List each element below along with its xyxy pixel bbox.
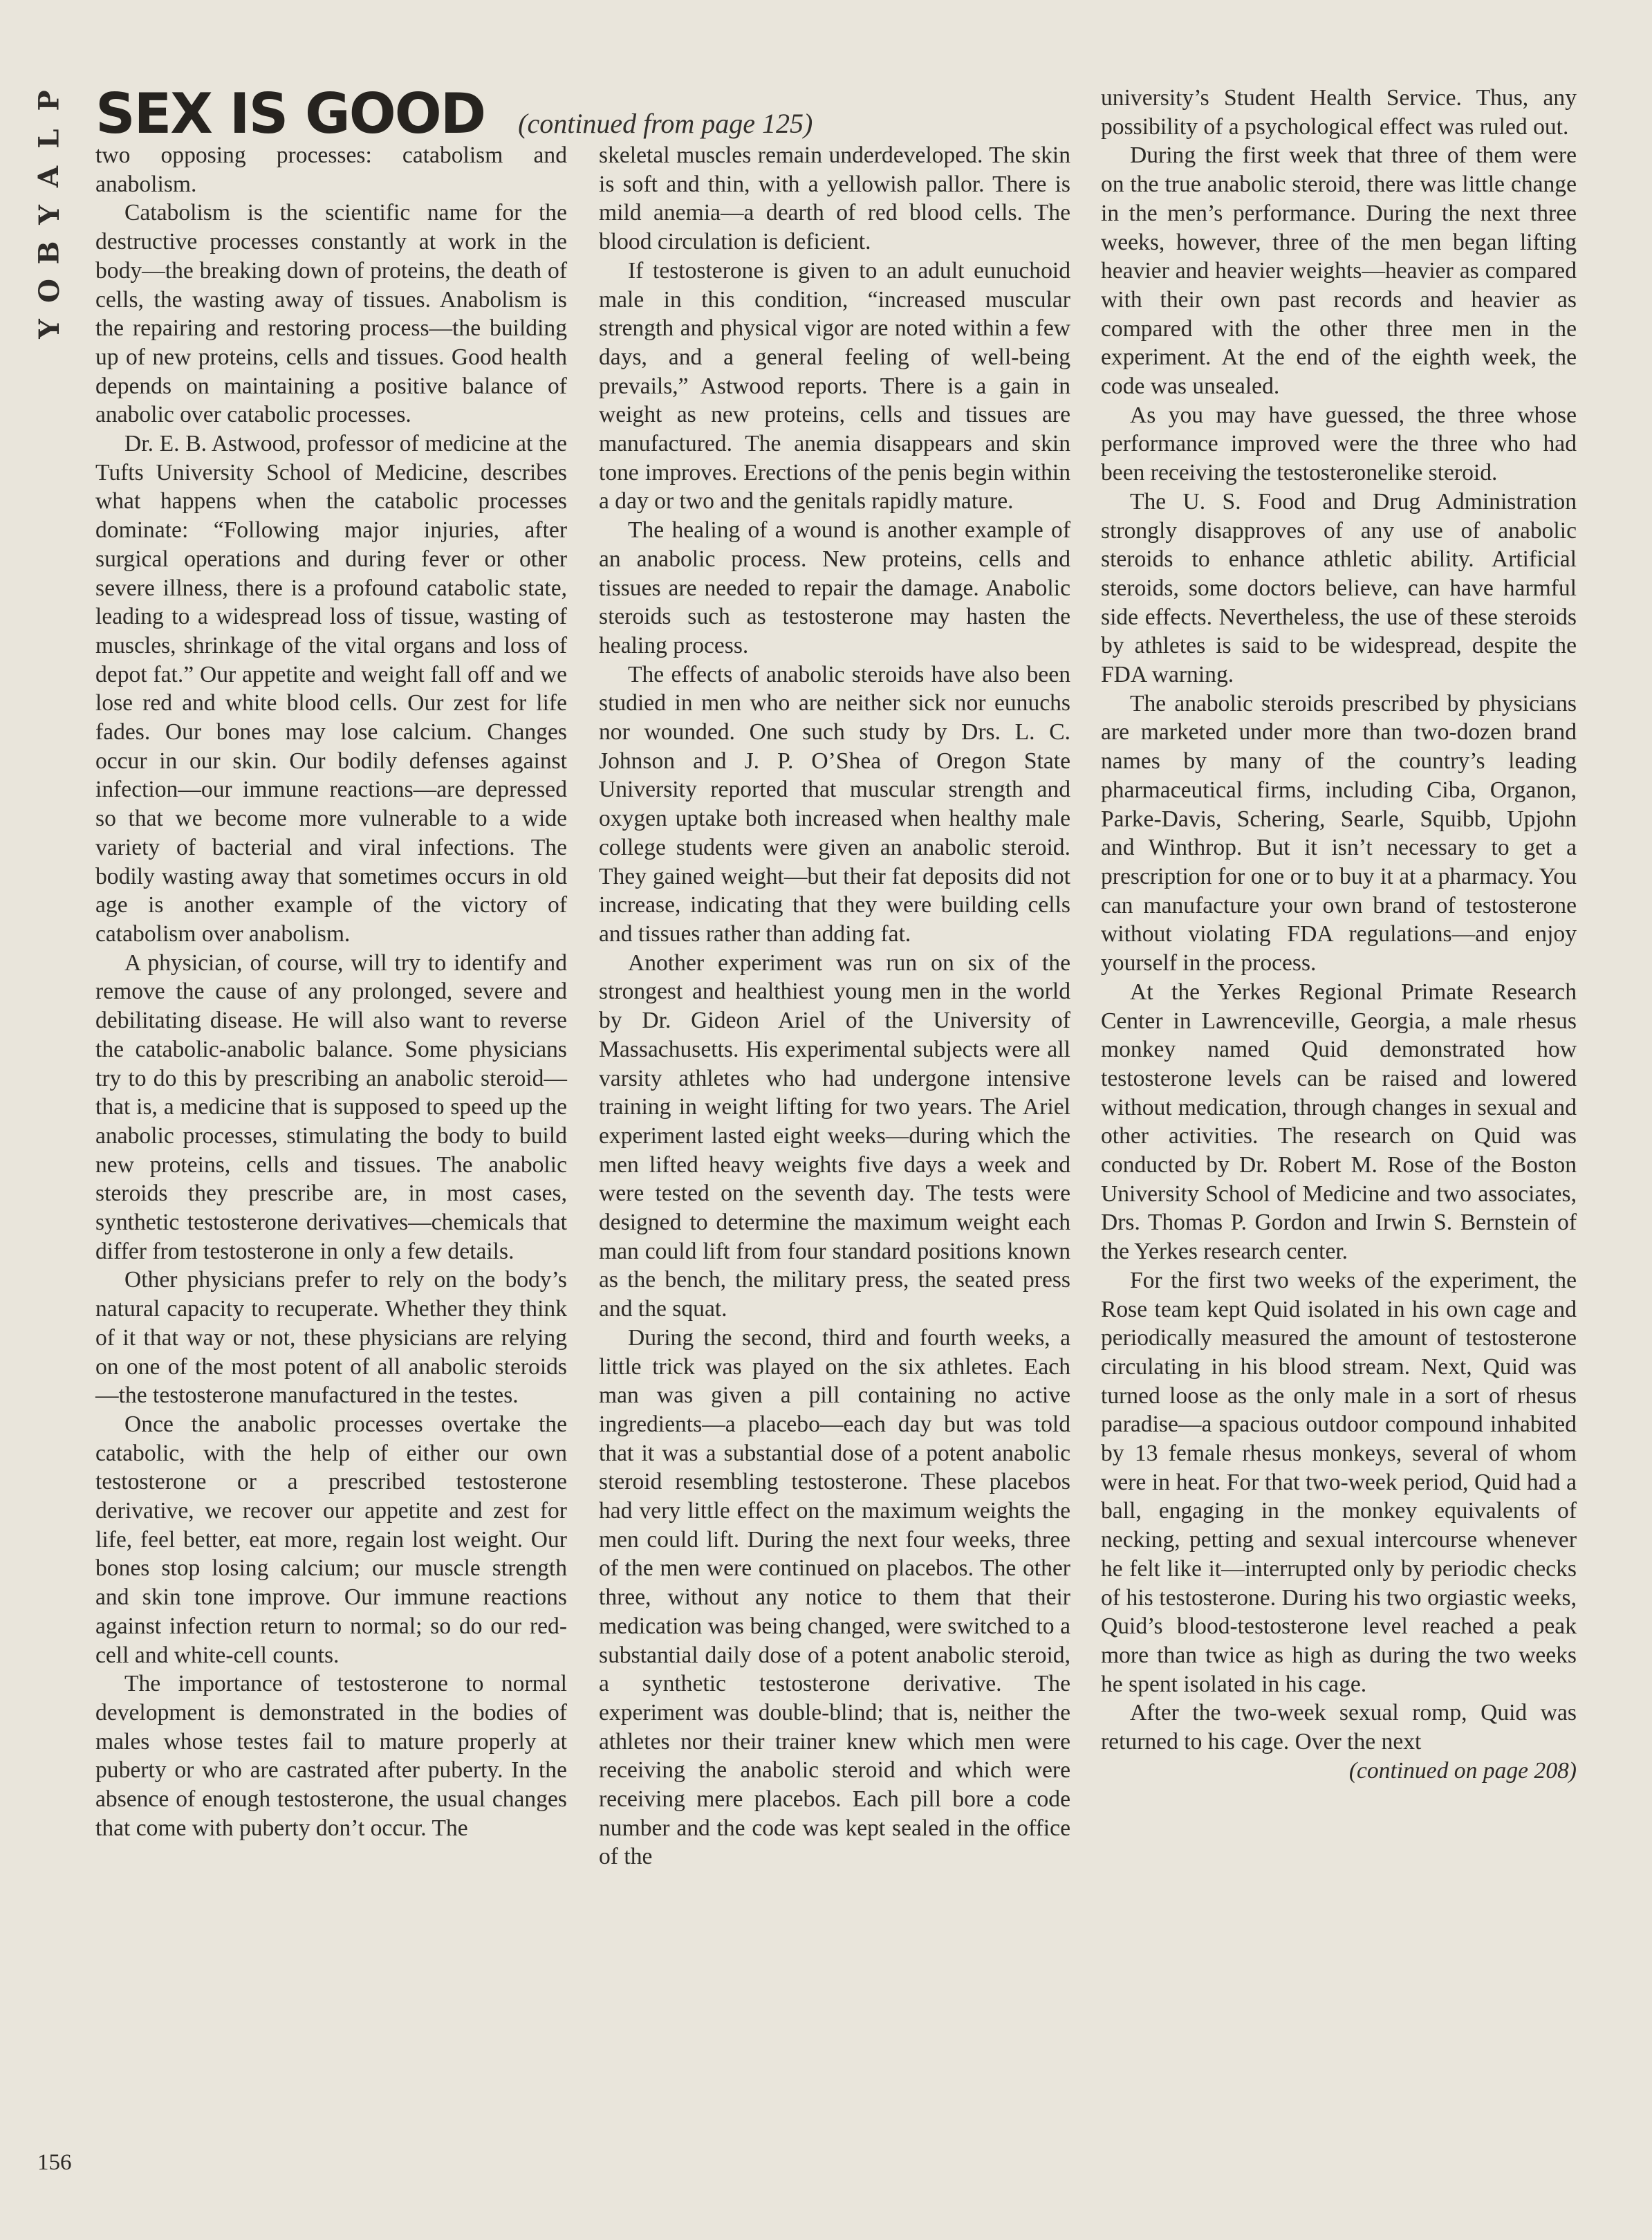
page-number: 156 bbox=[37, 2150, 72, 2175]
paragraph: As you may have guessed, the three whose performance improved were the three who had been receiving the testosteronelike steroid. bbox=[1101, 402, 1577, 486]
paragraph: After the two-week sexual romp, Quid was returned to his cage. Over the next bbox=[1101, 1700, 1577, 1755]
running-head-letter: Y bbox=[33, 205, 66, 225]
paragraph: During the second, third and fourth weeks, a little trick was played on the six athletes. Each man was given a pill containing no active ingredients—a placebo—each day but was told that it was a substantial dose of a potent anabolic steroid resembling testosterone. These placebos had very little effect on the maximum weights the men could lift. During the next four weeks, three of the men were continued on placebos. The other three, without any notice to them that their medication was being changed, were switched to a substantial daily dose of a potent anabolic steroid, a synthetic testosterone derivative. The experiment was double-blind; that is, neither the athletes nor their trainer knew which men were receiving the anabolic steroid and which were receiving mere placebos. Each pill bore a code number and the code was kept sealed in the office of the bbox=[599, 1324, 1070, 1870]
paragraph: A physician, of course, will try to identify and remove the cause of any prolonged, severe and debilitating disease. He will also want to reverse the catabolic-anabolic balance. Some physicians try to do this by prescribing an anabolic steroid—that is, a medicine that is supposed to speed up the anabolic processes, stimulating the body to build new proteins, cells and tissues. The anabolic steroids they prescribe are, in most cases, synthetic testosterone derivatives—chemicals that differ from testosterone in only a few details. bbox=[95, 950, 567, 1264]
article-title: SEX IS GOOD bbox=[95, 82, 485, 146]
running-head-letter: Y bbox=[33, 319, 66, 339]
running-head-playboy bbox=[32, 82, 66, 348]
paragraph: Once the anabolic processes overtake the catabolic, with the help of either our own testosterone or a prescribed testosterone derivative, we recover our appetite and zest for life, feel better, eat more, regain lost weight. Our bones stop losing calcium; our muscle strength and skin tone improve. Our immune reactions against infection return to normal; so do our red-cell and white-cell counts. bbox=[95, 1411, 567, 1668]
paragraph: At the Yerkes Regional Primate Research Center in Lawrenceville, Georgia, a male rhesus monkey named Quid demonstrated how testosterone levels can be raised and lowered without medication, through changes in sexual and other activities. The research on Quid was conducted by Dr. Robert M. Rose of the Boston University School of Medicine and two associates, Drs. Thomas P. Gordon and Irwin S. Bernstein of the Yerkes research center. bbox=[1101, 979, 1577, 1265]
paragraph: The effects of anabolic steroids have also been studied in men who are neither sick nor eunuchs nor wounded. One such study by Drs. L. C. Johnson and J. P. O’Shea of Oregon State University reported that muscular strength and oxygen uptake both increased when healthy male college students were given an anabolic steroid. They gained weight—but their fat deposits did not increase, indicating that they were building cells and tissues rather than adding fat. bbox=[599, 661, 1070, 947]
running-head-letter: B bbox=[33, 241, 66, 265]
text-column-2 bbox=[599, 141, 1070, 2188]
text-column-3 bbox=[1101, 84, 1577, 2189]
paragraph: Another experiment was run on six of the strongest and healthiest young men in the world by Dr. Gideon Ariel of the University of Massachusetts. His experimental subjects were all varsity athletes who had undergone intensive training in weight lifting for two years. The Ariel experiment lasted eight weeks—during which the men lifted heavy weights five days a week and were tested on the seventh day. The tests were designed to determine the maximum weight each man could lift from four standard positions known as the bench, the military press, the seated press and the squat. bbox=[599, 950, 1070, 1322]
paragraph: The importance of testosterone to normal development is demonstrated in the bodies of males whose testes fail to mature properly at puberty or who are castrated after puberty. In the absence of enough testosterone, the usual changes that come with puberty don’t occur. The bbox=[95, 1671, 567, 1841]
paragraph: The anabolic steroids prescribed by physicians are marketed under more than two-dozen brand names by many of the country’s leading pharmaceutical firms, including Ciba, Organon, Parke-Davis, Schering, Searle, Squibb, Upjohn and Winthrop. But it isn’t necessary to get a prescription for one or to buy it at a pharmacy. You can manufacture your own brand of testosterone without violating FDA regulations—and enjoy yourself in the process. bbox=[1101, 690, 1577, 976]
paragraph: Dr. E. B. Astwood, professor of medicine at the Tufts University School of Medicine, describes what happens when the catabolic processes dominate: “Following major injuries, after surgical operations and during fever or other severe illness, there is a profound catabolic state, leading to a widespread loss of tissue, wasting of muscles, shrinkage of the vital organs and loss of depot fat.” Our appetite and weight fall off and we lose red and white blood cells. Our zest for life fades. Our bones may lose calcium. Changes occur in our skin. Our bodily defenses against infection—our immune reactions—are depressed so that we become more vulnerable to a wide variety of bacterial and viral infections. The bodily wasting away that sometimes occurs in old age is another example of the victory of catabolism over anabolism. bbox=[95, 431, 567, 947]
continued-on-note: (continued on page 208) bbox=[1348, 1757, 1577, 1784]
paragraph: two opposing processes: catabolism and anabolism. bbox=[95, 142, 567, 197]
paragraph: During the first week that three of them were on the true anabolic steroid, there was little change in the men’s performance. During the next three weeks, however, three of the men began lifting heavier and heavier weights—heavier as compared with their own past records and heavier as compared with the other three men in the experiment. At the end of the eighth week, the code was unsealed. bbox=[1101, 142, 1577, 400]
running-head-letter: P bbox=[33, 90, 66, 111]
paragraph: The U. S. Food and Drug Administration strongly disapproves of any use of anabolic steroids to enhance athletic ability. Artificial steroids, some doctors believe, can have harmful side effects. Nevertheless, the use of these steroids by athletes is said to be widespread, despite the FDA warning. bbox=[1101, 488, 1577, 688]
running-head-letter: A bbox=[33, 165, 66, 188]
paragraph: For the first two weeks of the experiment, the Rose team kept Quid isolated in his own cage and periodically measured the amount of testosterone circulating in his blood stream. Next, Quid was turned loose as the only male in a sort of rhesus paradise—a spacious outdoor compound inhabited by 13 female rhesus monkeys, several of whom were in heat. For that two-week period, Quid had a ball, engaging in the monkey equivalents of necking, petting and sexual intercourse whenever he felt like it—interrupted only by periodic checks of his testosterone. During his two orgiastic weeks, Quid’s blood-testosterone level reached a peak more than twice as high as during the two weeks he spent isolated in his cage. bbox=[1101, 1267, 1577, 1697]
continued-from-note: (continued from page 125) bbox=[518, 108, 813, 139]
paragraph: Catabolism is the scientific name for the destructive processes constantly at work in the body—the breaking down of proteins, the death of cells, the wasting away of tissues. Anabolism is the repairing and restoring process—the building up of new proteins, cells and tissues. Good health depends on maintaining a positive balance of anabolic over catabolic processes. bbox=[95, 200, 567, 428]
paragraph: skeletal muscles remain underdeveloped. The skin is soft and thin, with a yellowish pallor. There is mild anemia—a dearth of red blood cells. The blood circulation is deficient. bbox=[599, 142, 1070, 255]
paragraph: Other physicians prefer to rely on the body’s natural capacity to recuperate. Whether they think of it that way or not, these physicians are relying on one of the most potent of all anabolic steroids—the testosterone manufactured in the testes. bbox=[95, 1267, 567, 1409]
paragraph: The healing of a wound is another example of an anabolic process. New proteins, cells and tissues are needed to repair the damage. Anabolic steroids such as testosterone may hasten the healing process. bbox=[599, 517, 1070, 658]
paragraph: university’s Student Health Service. Thus, any possibility of a psychological effect was ruled out. bbox=[1101, 85, 1577, 140]
text-column-1 bbox=[95, 141, 567, 2188]
paragraph: If testosterone is given to an adult eunuchoid male in this condition, “increased muscular strength and physical vigor are noted within a few days, and a general feeling of well-being prevails,” Astwood reports. There is a gain in weight as new proteins, cells and tissues are manufactured. The anemia disappears and skin tone improves. Erections of the penis begin within a day or two and the genitals rapidly mature. bbox=[599, 257, 1070, 515]
running-head-letter: O bbox=[33, 279, 66, 303]
running-head-letter: L bbox=[33, 129, 66, 149]
